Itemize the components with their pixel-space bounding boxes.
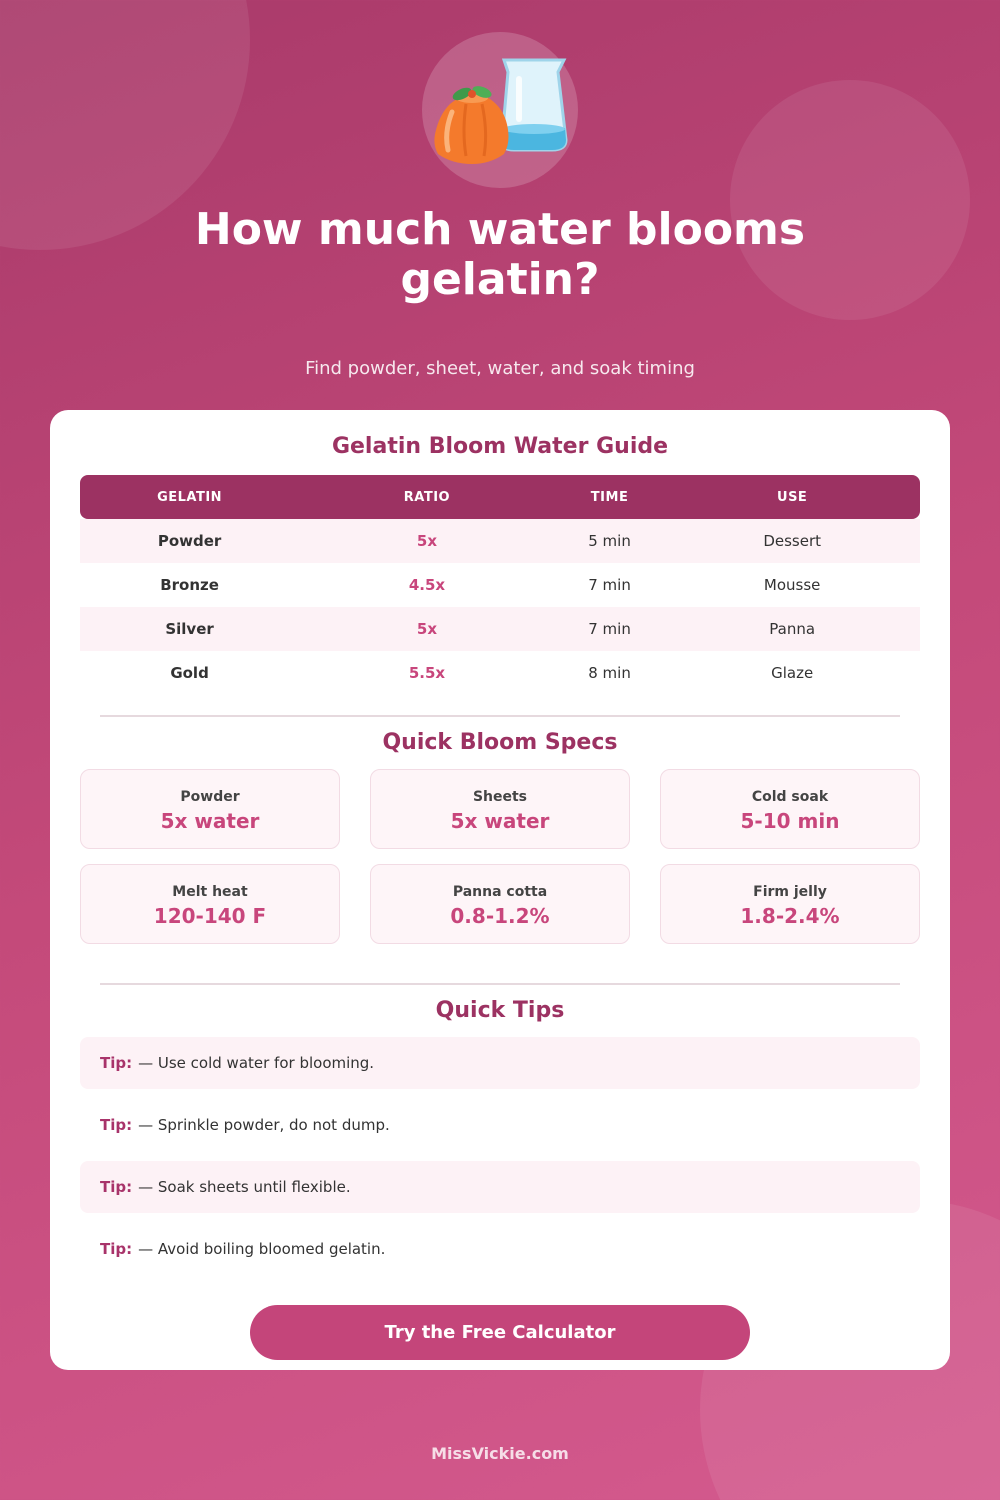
cell-use: Mousse (763, 576, 821, 594)
table-row (80, 519, 920, 563)
try-calculator-button[interactable]: Try the Free Calculator (250, 1305, 750, 1360)
cell-gelatin: Bronze (160, 576, 219, 594)
spec-label: Powder (180, 789, 240, 805)
section-divider (100, 983, 900, 985)
page-subtitle: Find powder, sheet, water, and soak timing (305, 358, 695, 379)
spec-label: Panna cotta (452, 884, 548, 900)
spec-label: Melt heat (172, 884, 248, 900)
tip-item (80, 1037, 920, 1089)
spec-card-melt-heat (80, 864, 340, 944)
spec-value: 0.8-1.2% (450, 904, 550, 928)
specs-title: Quick Bloom Specs (382, 730, 618, 755)
page-title: How much water blooms gelatin? (194, 204, 806, 305)
spec-value: 5x water (450, 809, 550, 833)
footer-brand[interactable]: MissVickie.com (431, 1444, 569, 1463)
cell-time: 7 min (588, 620, 631, 638)
table-row (80, 607, 920, 651)
spec-label: Cold soak (751, 789, 829, 805)
cell-time: 5 min (588, 532, 631, 550)
column-header-gelatin: GELATIN (157, 489, 223, 505)
spec-card-sheets (370, 769, 630, 849)
cell-time: 8 min (588, 664, 631, 682)
spec-value: 1.8-2.4% (740, 904, 840, 928)
gelatin-and-water-glass-icon (422, 32, 578, 188)
cell-ratio: 5x (416, 620, 438, 638)
spec-label: Sheets (472, 789, 528, 805)
table-row (80, 563, 920, 607)
cell-time: 7 min (588, 576, 631, 594)
tip-text: — Avoid boiling bloomed gelatin. (138, 1240, 386, 1258)
spec-value: 120-140 F (153, 904, 267, 928)
spec-card-firm-jelly (660, 864, 920, 944)
column-header-ratio: RATIO (403, 489, 451, 505)
tip-item (80, 1161, 920, 1213)
tip-prefix: Tip: (100, 1178, 133, 1196)
tip-text: — Sprinkle powder, do not dump. (138, 1116, 390, 1134)
tip-text: — Soak sheets until flexible. (138, 1178, 351, 1196)
spec-value: 5-10 min (740, 809, 840, 833)
spec-card-powder (80, 769, 340, 849)
spec-value: 5x water (160, 809, 260, 833)
tip-item (80, 1099, 920, 1151)
tip-text: — Use cold water for blooming. (138, 1054, 375, 1072)
spec-label: Firm jelly (753, 884, 827, 900)
column-header-time: TIME (590, 489, 629, 505)
cell-gelatin: Gold (170, 664, 209, 682)
cell-ratio: 5.5x (408, 664, 446, 682)
tip-prefix: Tip: (100, 1240, 133, 1258)
cell-ratio: 4.5x (408, 576, 446, 594)
cell-gelatin: Powder (157, 532, 222, 550)
tip-prefix: Tip: (100, 1116, 133, 1134)
table-header (80, 475, 920, 519)
guide-title: Gelatin Bloom Water Guide (331, 434, 669, 459)
cell-ratio: 5x (416, 532, 438, 550)
cell-use: Glaze (771, 664, 814, 682)
section-divider (100, 715, 900, 717)
cell-gelatin: Silver (165, 620, 214, 638)
cell-use: Dessert (763, 532, 822, 550)
spec-card-cold-soak (660, 769, 920, 849)
tips-title: Quick Tips (435, 998, 565, 1023)
cell-use: Panna (769, 620, 816, 638)
spec-card-panna-cotta (370, 864, 630, 944)
column-header-use: USE (777, 489, 808, 505)
tip-prefix: Tip: (100, 1054, 133, 1072)
tip-item (80, 1223, 920, 1275)
guide-card (50, 410, 950, 1370)
bloom-table (80, 475, 920, 695)
table-row (80, 651, 920, 695)
